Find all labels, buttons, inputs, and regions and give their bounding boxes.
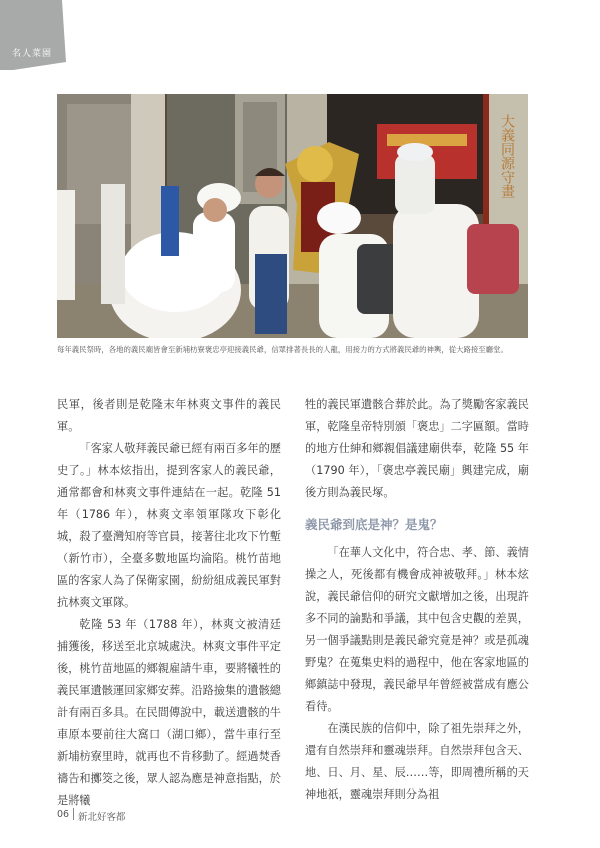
paragraph: 民軍，後者則是乾隆末年林爽文事件的義民軍。 — [57, 398, 281, 433]
paragraph: 「客家人敬拜義民爺已經有兩百多年的歷史了。」林本炫指出，提到客家人的義民爺，通常都會和林爽文事件連結在一起。乾隆 51 年（1786 年），林爽文率領軍隊攻下彰化城，殺了臺灣知府等官員，接著往北攻下竹塹（新竹市），全臺多數地區均淪陷。桃竹苗地區的客家人為了保衛家園，紛紛組成義民軍對抗林爽文軍隊。 — [57, 442, 281, 609]
temple-procession-photo — [57, 94, 528, 338]
section-subheading: 義民爺到底是神？是鬼？ — [305, 517, 443, 532]
magazine-name: 新北好客都 — [78, 812, 126, 823]
banner-text: 大義同源守畫 — [499, 114, 515, 198]
paragraph: 「在華人文化中，符合忠、孝、節、義情操之人，死後都有機會成神被敬拜。」林本炫說，義民爺信仰的研究文獻增加之後，出現許多不同的論點和爭議，其中包含史觀的差異，另一個爭議點則是義民爺究竟是神？或是孤魂野鬼？在蒐集史料的過程中，他在客家地區的鄉鎮誌中發現，義民爺早年曾經被當成有應公看待。 — [305, 546, 529, 713]
section-tab-label: 名人菜園 — [12, 49, 53, 59]
paragraph: 乾隆 53 年（1788 年），林爽文被清廷捕獲後，移送至北京城處決。林爽文事件平定後，桃竹苗地區的鄉親雇請牛車，要將犧牲的義民軍遺骸運回家鄉安葬。沿路撿集的遺骸總計有兩百多具。在民間傳說中，載送遺骸的牛車原本要前往大窩口（湖口鄉），當牛車行至新埔枋寮里時，就再也不肯移動了。經過焚香禱告和擲筊之後，眾人認為應是神意指點，於是將犧 — [57, 618, 281, 807]
footer-divider — [73, 808, 74, 820]
page-number: 06 — [57, 809, 70, 820]
photo-illustration — [57, 94, 528, 338]
photo-caption: 每年義民祭時，各地的義民廟皆會至新埔枋寮褒忠亭迎接義民爺，信眾排著長長的人龍，用接力的方式將義民爺的神輿，從大路接至廳堂。 — [57, 345, 508, 354]
paragraph: 牲的義民軍遺骸合葬於此。為了獎勵客家義民軍，乾隆皇帝特別頒「褒忠」二字匾額。當時的地方仕紳和鄉親倡議建廟供奉，乾隆 55 年（1790 年），「褒忠亭義民廟」興建完成，廟後方則為義民塚。 — [305, 398, 529, 499]
section-tab-shape — [0, 0, 66, 70]
article-left-column — [57, 394, 281, 812]
paragraph: 在漢民族的信仰中，除了祖先崇拜之外，還有自然崇拜和靈魂崇拜。自然崇拜包含天、地、日、月、星、辰……等，即周禮所稱的天神地祇，靈魂崇拜則分為祖 — [305, 722, 529, 801]
article-right-column — [305, 394, 529, 806]
